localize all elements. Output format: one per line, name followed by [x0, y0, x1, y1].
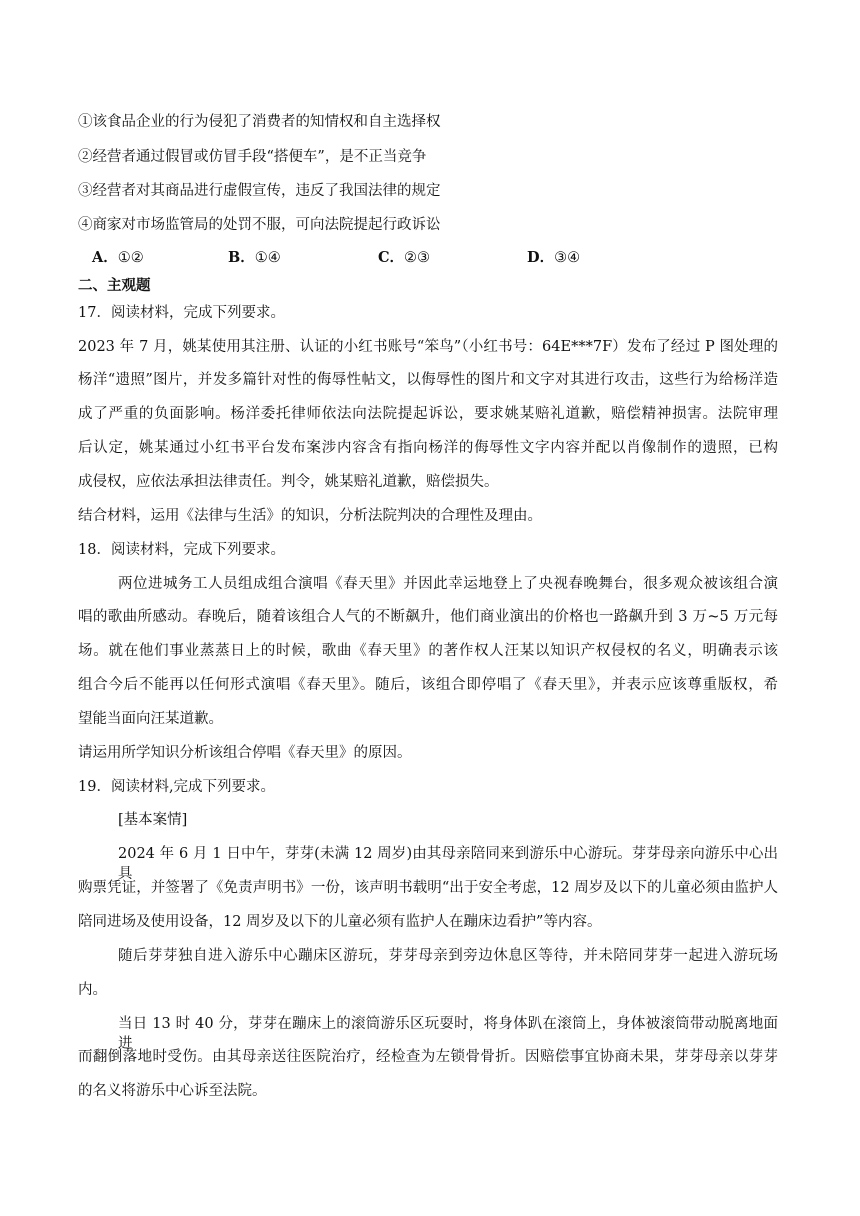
q17-line-5: 成侵权，应依法承担法律责任。判令，姚某赔礼道歉，赔偿损失。 [78, 474, 499, 490]
q19-p3-line-3: 的名义将游乐中心诉至法院。 [78, 1083, 267, 1099]
statement-4: ④商家对市场监管局的处罚不服，可向法院提起行政诉讼 [78, 217, 441, 233]
q18-line-3: 场。就在他们事业蒸蒸日上的时候，歌曲《春天里》的著作权人汪某以知识产权侵权的名义，明确表示该 [78, 643, 778, 659]
option-d-key: D． [527, 249, 555, 266]
q19-subheading: [基本案情] [118, 812, 188, 828]
option-b [228, 248, 281, 268]
q19-p1-line-3: 陪同进场及使用设备，12 周岁及以下的儿童必须有监护人在蹦床边看护”等内容。 [78, 914, 602, 930]
q19-header: 19．阅读材料,完成下列要求。 [78, 779, 276, 795]
option-c-text: ②③ [404, 250, 431, 266]
q19-p1-line-2: 购票凭证，并签署了《免责声明书》一份，该声明书载明“出于安全考虑，12 周岁及以下的儿童必须由监护人 [78, 880, 778, 896]
option-d [527, 248, 580, 268]
q19-p3-line-2: 而翻倒落地时受伤。由其母亲送往医院治疗，经检查为左锁骨骨折。因赔偿事宜协商未果，芽芽母亲以芽芽 [78, 1049, 778, 1065]
q19-p3-line-1: 当日 13 时 40 分，芽芽在蹦床上的滚筒游乐区玩耍时，将身体趴在滚筒上，身体被滚筒带动脱离地面进 [118, 1016, 778, 1052]
q19-p1-line-1: 2024 年 6 月 1 日中午，芽芽(未满 12 周岁)由其母亲陪同来到游乐中心游玩。芽芽母亲向游乐中心出具 [118, 846, 778, 882]
option-b-text: ①④ [254, 250, 281, 266]
option-c-key: C． [378, 249, 405, 266]
q18-line-1: 两位进城务工人员组成组合演唱《春天里》并因此幸运地登上了央视春晚舞台，很多观众被该组合演 [118, 576, 778, 592]
option-a-text: ①② [117, 250, 144, 266]
q17-header: 17．阅读材料，完成下列要求。 [78, 305, 285, 321]
q18-header: 18．阅读材料，完成下列要求。 [78, 542, 285, 558]
q19-p2-line-1: 随后芽芽独自进入游乐中心蹦床区游玩，芽芽母亲到旁边休息区等待，并未陪同芽芽一起进入游玩场 [118, 948, 778, 964]
q19-p2-line-2: 内。 [78, 982, 107, 998]
q18-line-4: 组合今后不能再以任何形式演唱《春天里》。随后，该组合即停唱了《春天里》，并表示应该尊重版权，希 [78, 677, 778, 693]
q17-line-1: 2023 年 7 月，姚某使用其注册、认证的小红书账号“笨鸟”（小红书号：64E***7F）发布了经过 P 图处理的 [78, 339, 778, 355]
statement-1: ①该食品企业的行为侵犯了消费者的知情权和自主选择权 [78, 114, 441, 130]
option-c [378, 248, 430, 268]
q17-line-3: 成了严重的负面影响。杨洋委托律师依法向法院提起诉讼，要求姚某赔礼道歉，赔偿精神损害。法院审理 [78, 406, 778, 422]
option-d-text: ③④ [554, 250, 581, 266]
option-a-key: A． [92, 249, 118, 266]
statement-3: ③经营者对其商品进行虚假宣传，违反了我国法律的规定 [78, 183, 441, 199]
q17-line-4: 后认定，姚某通过小红书平台发布案涉内容含有指向杨洋的侮辱性文字内容并配以肖像制作的遗照，已构 [78, 440, 778, 456]
q17-line-2: 杨洋“遗照”图片，并发多篇针对性的侮辱性帖文，以侮辱性的图片和文字对其进行攻击，这些行为给杨洋造 [78, 372, 778, 388]
section-title: 二、主观题 [78, 277, 151, 294]
statement-2: ②经营者通过假冒或仿冒手段“搭便车”，是不正当竞争 [78, 149, 427, 165]
q18-line-5: 望能当面向汪某道歉。 [78, 711, 223, 727]
q17-question: 结合材料，运用《法律与生活》的知识，分析法院判决的合理性及理由。 [78, 508, 542, 524]
option-b-key: B． [228, 249, 255, 266]
q18-line-2: 唱的歌曲所感动。春晚后，随着该组合人气的不断飙升，他们商业演出的价格也一路飙升到 3 万~5 万元每 [78, 609, 778, 625]
q18-question: 请运用所学知识分析该组合停唱《春天里》的原因。 [78, 745, 412, 761]
option-a [92, 248, 144, 268]
